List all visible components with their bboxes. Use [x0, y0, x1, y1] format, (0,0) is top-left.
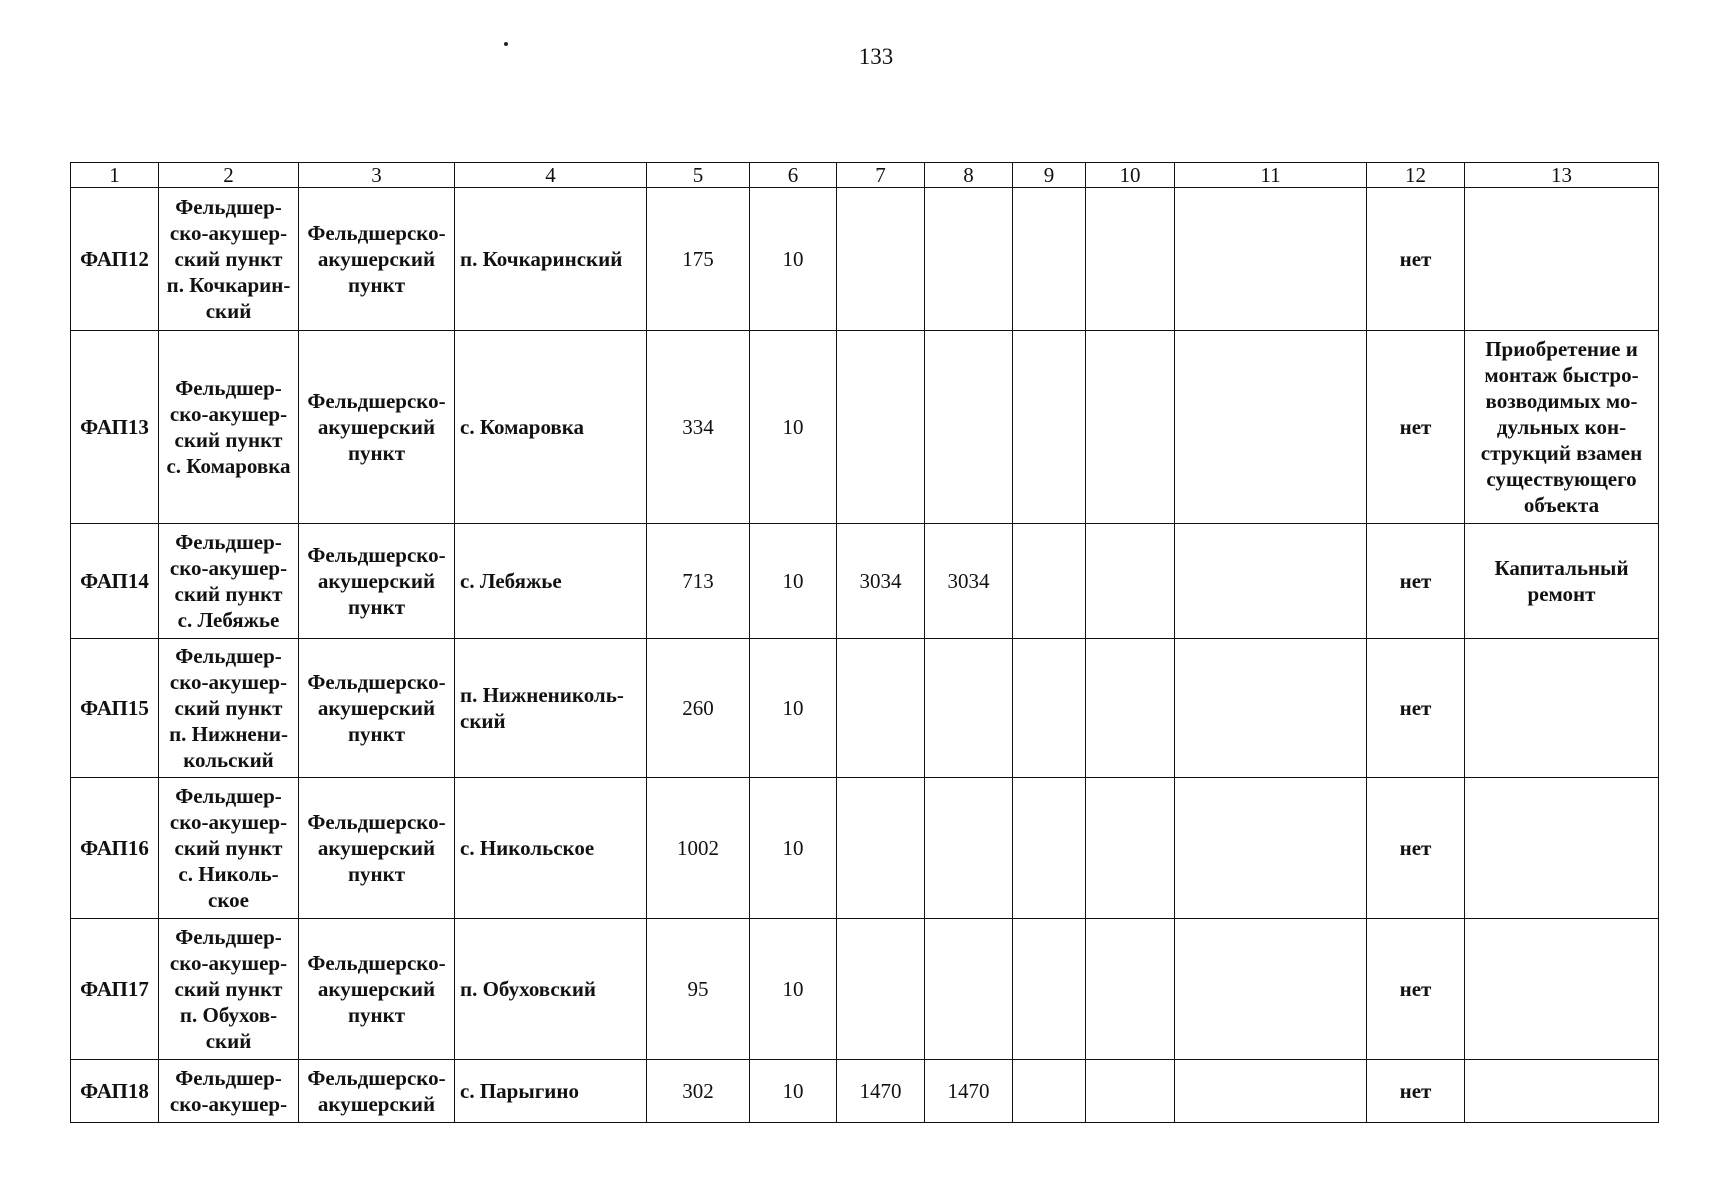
- facility-type-cell: [299, 639, 455, 778]
- col5-cell: 260: [647, 639, 750, 778]
- locality-cell: [455, 331, 647, 524]
- cell-line: пункт: [347, 441, 406, 465]
- col5-cell: 713: [647, 524, 750, 639]
- col9-cell: [1013, 778, 1086, 919]
- facility-type-cell: [299, 188, 455, 331]
- facility-name-cell: [159, 188, 299, 331]
- locality-cell: [455, 188, 647, 331]
- facility-code-cell: ФАП17: [71, 919, 159, 1060]
- cell-line: с. Лебяжье: [177, 608, 280, 632]
- cell-line: Капитальный: [1494, 556, 1629, 580]
- col5-cell: 175: [647, 188, 750, 331]
- cell-line: возводимых мо-: [1485, 389, 1638, 413]
- cell-line: ский: [205, 1029, 252, 1053]
- locality-cell: [455, 1060, 647, 1123]
- facility-code-cell: ФАП16: [71, 778, 159, 919]
- cell-line: Фельдшерско-: [307, 1066, 446, 1090]
- col8-cell: 1470: [925, 1060, 1013, 1123]
- facility-type-cell: [299, 331, 455, 524]
- cell-line: Фельдшер-: [175, 1066, 282, 1090]
- table-row: [71, 1060, 1659, 1123]
- facility-type-cell: [299, 524, 455, 639]
- cell-line: существующего: [1486, 467, 1637, 491]
- cell-line: пункт: [347, 862, 406, 886]
- col11-cell: [1175, 524, 1367, 639]
- col5-cell: 334: [647, 331, 750, 524]
- col11-cell: [1175, 639, 1367, 778]
- notes-cell: [1465, 331, 1659, 524]
- column-header-11: 11: [1175, 163, 1367, 188]
- notes-cell: [1465, 919, 1659, 1060]
- column-header-9: 9: [1013, 163, 1086, 188]
- col10-cell: [1086, 919, 1175, 1060]
- cell-line: ский пункт: [174, 582, 283, 606]
- column-header-8: 8: [925, 163, 1013, 188]
- facility-code-cell: ФАП15: [71, 639, 159, 778]
- col9-cell: [1013, 639, 1086, 778]
- notes-cell: [1465, 639, 1659, 778]
- cell-line: пункт: [347, 722, 406, 746]
- table-row: [71, 639, 1659, 778]
- cell-line: ский пункт: [174, 247, 283, 271]
- cell-line: ремонт: [1527, 582, 1596, 606]
- locality-cell: [455, 639, 647, 778]
- col6-cell: 10: [750, 639, 837, 778]
- facility-name-cell: [159, 331, 299, 524]
- column-header-1: 1: [71, 163, 159, 188]
- cell-line: Фельдшерско-: [307, 543, 446, 567]
- col7-cell: 3034: [837, 524, 925, 639]
- facility-code-cell: ФАП13: [71, 331, 159, 524]
- cell-line: с. Николь-: [178, 862, 279, 886]
- col10-cell: [1086, 1060, 1175, 1123]
- col8-cell: [925, 188, 1013, 331]
- availability-cell: нет: [1367, 919, 1465, 1060]
- column-header-2: 2: [159, 163, 299, 188]
- column-header-4: 4: [455, 163, 647, 188]
- col10-cell: [1086, 639, 1175, 778]
- col7-cell: [837, 331, 925, 524]
- locality-line: с. Никольское: [460, 836, 595, 860]
- notes-cell: [1465, 778, 1659, 919]
- cell-line: п. Кочкарин-: [166, 273, 291, 297]
- column-header-3: 3: [299, 163, 455, 188]
- cell-line: пункт: [347, 273, 406, 297]
- col9-cell: [1013, 331, 1086, 524]
- facility-type-cell: [299, 778, 455, 919]
- cell-line: акушерский: [317, 247, 436, 271]
- facility-type-cell: [299, 919, 455, 1060]
- cell-line: ский пункт: [174, 836, 283, 860]
- col8-cell: [925, 639, 1013, 778]
- page-number: 133: [858, 44, 894, 69]
- col8-cell: [925, 778, 1013, 919]
- col10-cell: [1086, 524, 1175, 639]
- cell-line: Фельдшер-: [175, 530, 282, 554]
- col7-cell: [837, 188, 925, 331]
- col5-cell: 1002: [647, 778, 750, 919]
- table-row: [71, 188, 1659, 331]
- cell-line: Фельдшерско-: [307, 810, 446, 834]
- facility-code-cell: ФАП12: [71, 188, 159, 331]
- column-header-7: 7: [837, 163, 925, 188]
- column-header-6: 6: [750, 163, 837, 188]
- cell-line: ский пункт: [174, 977, 283, 1001]
- col9-cell: [1013, 1060, 1086, 1123]
- cell-line: Приобретение и: [1485, 337, 1638, 361]
- cell-line: акушерский: [317, 569, 436, 593]
- locality-cell: [455, 919, 647, 1060]
- table-body: [71, 188, 1659, 1123]
- cell-line: Фельдшер-: [175, 925, 282, 949]
- locality-line: с. Комаровка: [460, 415, 585, 439]
- col11-cell: [1175, 331, 1367, 524]
- column-header-13: 13: [1465, 163, 1659, 188]
- col9-cell: [1013, 524, 1086, 639]
- cell-line: Фельдшерско-: [307, 670, 446, 694]
- cell-line: монтаж быстро-: [1484, 363, 1639, 387]
- table-row: [71, 524, 1659, 639]
- col6-cell: 10: [750, 778, 837, 919]
- cell-line: пункт: [347, 595, 406, 619]
- column-header-5: 5: [647, 163, 750, 188]
- col7-cell: [837, 778, 925, 919]
- cell-line: ский: [205, 299, 252, 323]
- col8-cell: [925, 919, 1013, 1060]
- notes-cell: [1465, 1060, 1659, 1123]
- col9-cell: [1013, 919, 1086, 1060]
- availability-cell: нет: [1367, 1060, 1465, 1123]
- cell-line: Фельдшер-: [175, 195, 282, 219]
- availability-cell: нет: [1367, 188, 1465, 331]
- table-row: [71, 778, 1659, 919]
- cell-line: ское: [208, 888, 249, 912]
- availability-cell: нет: [1367, 778, 1465, 919]
- cell-line: ско-акушер-: [169, 221, 288, 245]
- col6-cell: 10: [750, 919, 837, 1060]
- facility-name-cell: [159, 524, 299, 639]
- locality-line: п. Кочкаринский: [460, 247, 623, 271]
- col7-cell: 1470: [837, 1060, 925, 1123]
- locality-line: п. Нижнениколь-: [460, 683, 624, 707]
- cell-line: акушерский: [317, 696, 436, 720]
- cell-line: Фельдшерско-: [307, 389, 446, 413]
- table-row: [71, 919, 1659, 1060]
- cell-line: Фельдшерско-: [307, 951, 446, 975]
- cell-line: Фельдшер-: [175, 784, 282, 808]
- cell-line: ско-акушер-: [169, 810, 288, 834]
- cell-line: ский пункт: [174, 696, 283, 720]
- cell-line: Фельдшер-: [175, 376, 282, 400]
- facility-type-cell: [299, 1060, 455, 1123]
- col5-cell: 302: [647, 1060, 750, 1123]
- cell-line: акушерский: [317, 977, 436, 1001]
- cell-line: п. Обухов-: [179, 1003, 278, 1027]
- col11-cell: [1175, 919, 1367, 1060]
- cell-line: Фельдшер-: [175, 644, 282, 668]
- cell-line: ско-акушер-: [169, 402, 288, 426]
- cell-line: Фельдшерско-: [307, 221, 446, 245]
- availability-cell: нет: [1367, 639, 1465, 778]
- locality-line: ский: [460, 709, 506, 733]
- col10-cell: [1086, 778, 1175, 919]
- col11-cell: [1175, 188, 1367, 331]
- col10-cell: [1086, 331, 1175, 524]
- cell-line: с. Комаровка: [166, 454, 291, 478]
- col9-cell: [1013, 188, 1086, 331]
- facility-name-cell: [159, 1060, 299, 1123]
- column-header-12: 12: [1367, 163, 1465, 188]
- locality-cell: [455, 778, 647, 919]
- col11-cell: [1175, 778, 1367, 919]
- facilities-table: [70, 162, 1659, 1123]
- cell-line: ско-акушер-: [169, 951, 288, 975]
- col8-cell: [925, 331, 1013, 524]
- cell-line: акушерский: [317, 1092, 436, 1116]
- cell-line: пункт: [347, 1003, 406, 1027]
- col7-cell: [837, 639, 925, 778]
- locality-line: с. Парыгино: [460, 1079, 579, 1103]
- locality-line: с. Лебяжье: [460, 569, 562, 593]
- notes-cell: [1465, 188, 1659, 331]
- table-row: [71, 331, 1659, 524]
- facility-name-cell: [159, 778, 299, 919]
- cell-line: ский пункт: [174, 428, 283, 452]
- facility-name-cell: [159, 919, 299, 1060]
- col6-cell: 10: [750, 331, 837, 524]
- col8-cell: 3034: [925, 524, 1013, 639]
- col11-cell: [1175, 1060, 1367, 1123]
- col7-cell: [837, 919, 925, 1060]
- cell-line: п. Нижнени-: [169, 722, 288, 746]
- availability-cell: нет: [1367, 331, 1465, 524]
- availability-cell: нет: [1367, 524, 1465, 639]
- facility-code-cell: ФАП14: [71, 524, 159, 639]
- cell-line: ско-акушер-: [169, 556, 288, 580]
- scan-dot: [504, 42, 508, 46]
- cell-line: струкций взамен: [1480, 441, 1643, 465]
- cell-line: ско-акушер-: [169, 670, 288, 694]
- notes-cell: [1465, 524, 1659, 639]
- cell-line: объекта: [1523, 493, 1600, 517]
- col6-cell: 10: [750, 524, 837, 639]
- cell-line: кольский: [183, 748, 274, 772]
- col6-cell: 10: [750, 1060, 837, 1123]
- cell-line: акушерский: [317, 836, 436, 860]
- col10-cell: [1086, 188, 1175, 331]
- locality-cell: [455, 524, 647, 639]
- col6-cell: 10: [750, 188, 837, 331]
- col5-cell: 95: [647, 919, 750, 1060]
- cell-line: ско-акушер-: [169, 1092, 288, 1116]
- facility-code-cell: ФАП18: [71, 1060, 159, 1123]
- locality-line: п. Обуховский: [460, 977, 597, 1001]
- column-header-10: 10: [1086, 163, 1175, 188]
- cell-line: дульных кон-: [1496, 415, 1627, 439]
- cell-line: акушерский: [317, 415, 436, 439]
- facility-name-cell: [159, 639, 299, 778]
- header-row: [71, 163, 1659, 188]
